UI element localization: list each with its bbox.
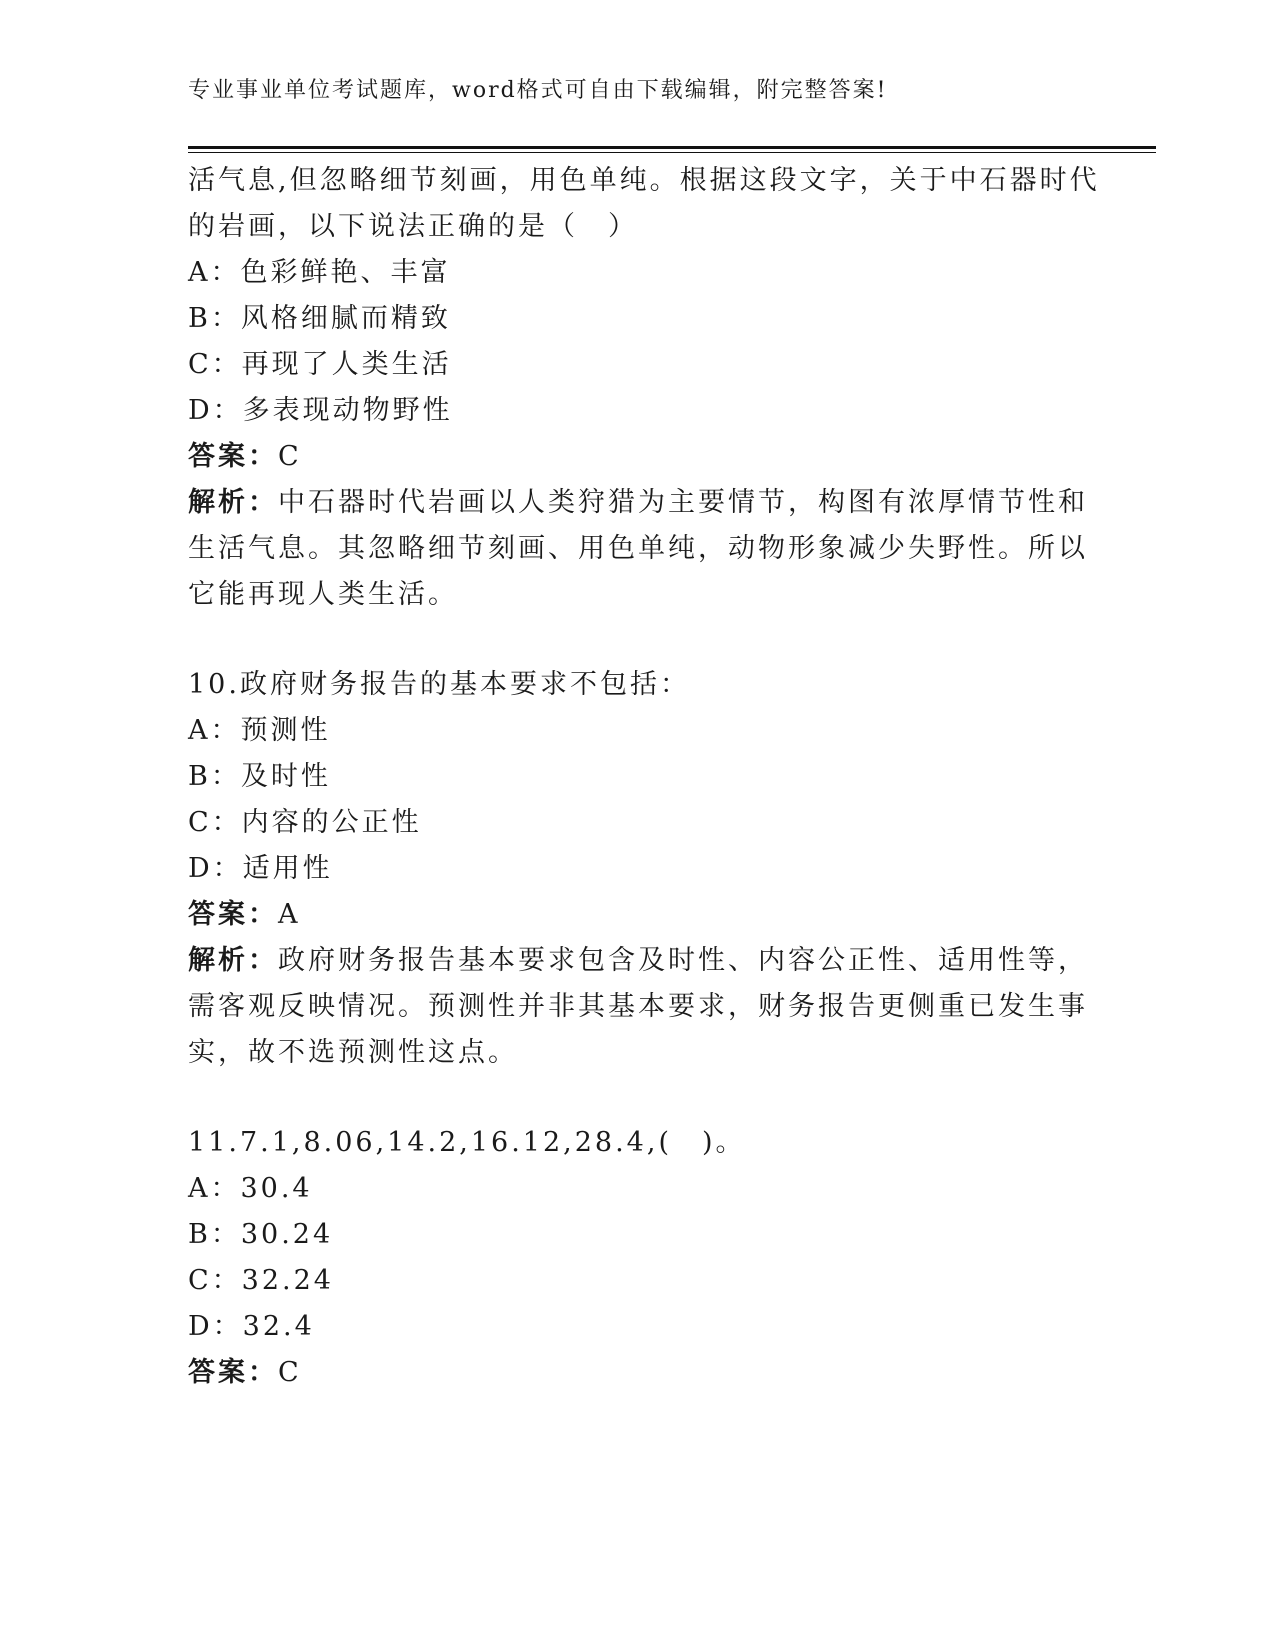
option-d: D：适用性	[188, 853, 333, 884]
answer-label: 答案：	[188, 441, 278, 472]
option-b: B：风格细腻而精致	[188, 303, 451, 334]
analysis-label: 解析：	[188, 487, 278, 518]
option-c: C：32.24	[188, 1265, 334, 1296]
analysis-text: 政府财务报告基本要求包含及时性、内容公正性、适用性等，	[278, 945, 1088, 976]
option-a: A：预测性	[188, 715, 331, 746]
analysis-line	[188, 938, 1088, 984]
option-b: B：30.24	[188, 1219, 334, 1250]
analysis-text: 实，故不选预测性这点。	[188, 1037, 518, 1068]
question-spacer	[188, 618, 1088, 662]
analysis-text: 它能再现人类生活。	[188, 579, 458, 610]
answer-line	[188, 892, 1088, 938]
answer-line	[188, 434, 1088, 480]
answer-label: 答案：	[188, 899, 278, 930]
header-rule-thick	[188, 146, 1156, 149]
option-d: D：多表现动物野性	[188, 395, 453, 426]
question-10	[188, 662, 1088, 1076]
question-11	[188, 1120, 1088, 1396]
option-a: A：色彩鲜艳、丰富	[188, 257, 451, 288]
option-b: B：及时性	[188, 761, 331, 792]
question-stem-line: 的岩画，以下说法正确的是（ ）	[188, 211, 638, 242]
answer-value: C	[278, 1357, 302, 1388]
header-rule-thin	[188, 152, 1156, 153]
answer-value: A	[278, 899, 301, 930]
analysis-text: 中石器时代岩画以人类狩猎为主要情节，构图有浓厚情节性和	[278, 487, 1088, 518]
analysis-text: 生活气息。其忽略细节刻画、用色单纯，动物形象减少失野性。所以	[188, 533, 1088, 564]
document-body	[188, 158, 1100, 1396]
answer-value: C	[278, 441, 302, 472]
option-c: C：内容的公正性	[188, 807, 422, 838]
question-stem: 10.政府财务报告的基本要求不包括：	[188, 669, 690, 700]
question-stem-line: 活气息,但忽略细节刻画，用色单纯。根据这段文字，关于中石器时代	[188, 165, 1100, 196]
document-header-note: 专业事业单位考试题库，word格式可自由下载编辑，附完整答案!	[188, 78, 888, 103]
answer-line	[188, 1350, 1088, 1396]
analysis-line	[188, 480, 1088, 526]
option-d: D：32.4	[188, 1311, 315, 1342]
analysis-label: 解析：	[188, 945, 278, 976]
question-spacer	[188, 1076, 1088, 1120]
answer-label: 答案：	[188, 1357, 278, 1388]
question-9	[188, 158, 1100, 618]
option-c: C：再现了人类生活	[188, 349, 452, 380]
question-stem: 11.7.1,8.06,14.2,16.12,28.4,( )。	[188, 1127, 746, 1158]
analysis-text: 需客观反映情况。预测性并非其基本要求，财务报告更侧重已发生事	[188, 991, 1088, 1022]
option-a: A：30.4	[188, 1173, 313, 1204]
